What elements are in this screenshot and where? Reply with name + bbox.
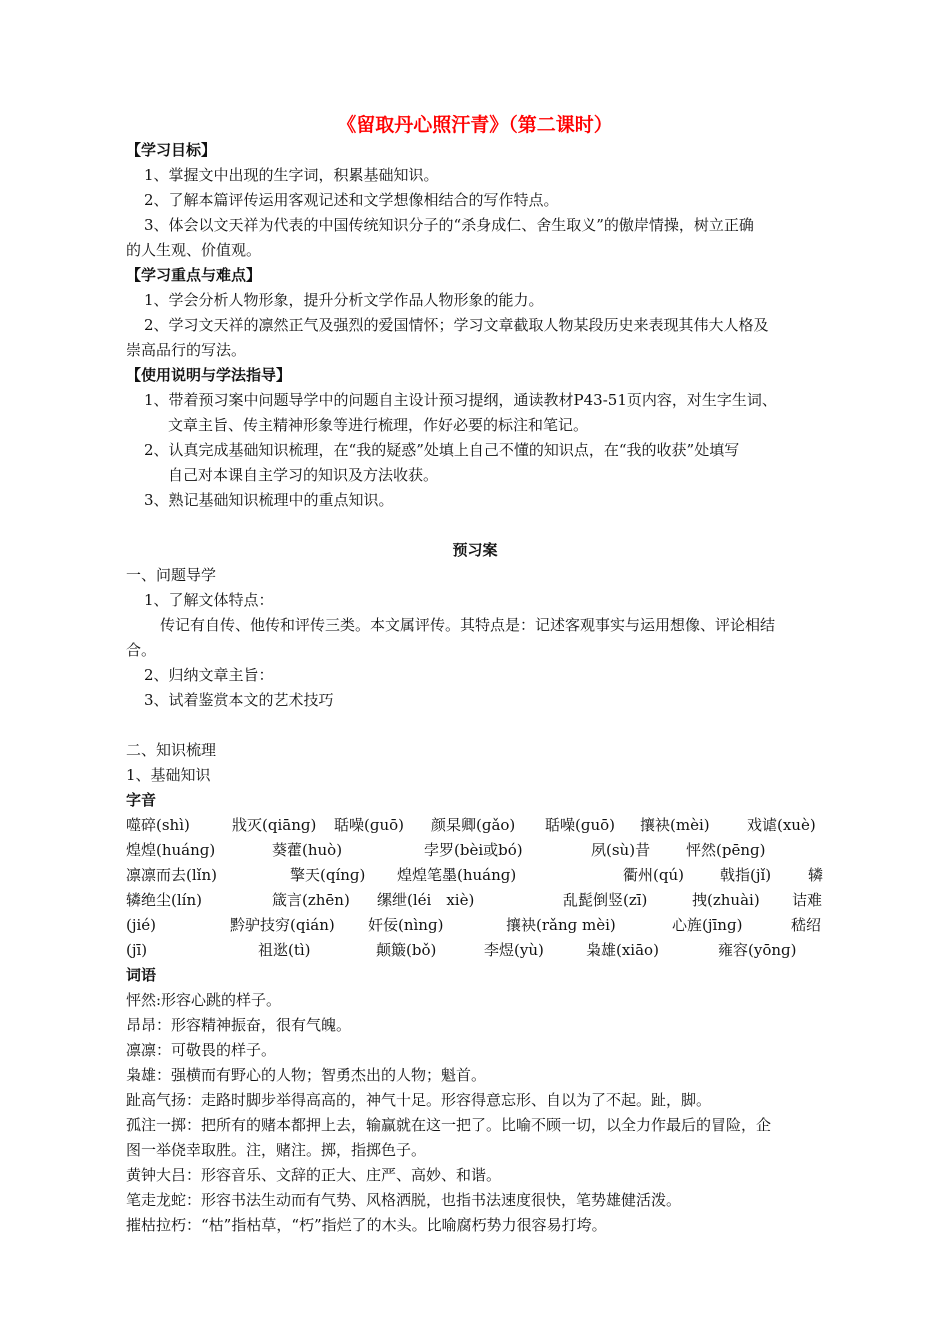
vocabulary-heading: 词语 bbox=[126, 966, 157, 984]
usage-heading: 【使用说明与学法指导】 bbox=[126, 366, 292, 384]
pronunciation-entry: 奸佞(nìnɡ) bbox=[368, 916, 444, 934]
vocabulary-item: 黄钟大吕：形容音乐、文辞的正大、庄严、高妙、和谐。 bbox=[126, 1166, 502, 1184]
pronunciation-entry: 颜杲卿(ɡǎo) bbox=[431, 816, 516, 834]
vocabulary-item: 孤注一掷：把所有的赌本都押上去，输赢就在这一把了。比喻不顾一切，以全力作最后的冒险，企 bbox=[126, 1116, 772, 1134]
pronunciation-entry: 擎天(qínɡ) bbox=[290, 866, 366, 884]
pronunciation-entry: 颠簸(bǒ) bbox=[376, 941, 437, 959]
key-points-item: 2、学习文天祥的凛然正气及强烈的爱国情怀；学习文章截取人物某段历史来表现其伟大人格及 bbox=[144, 316, 769, 334]
vocabulary-item: 枭雄：强横而有野心的人物；智勇杰出的人物；魁首。 bbox=[126, 1066, 487, 1084]
usage-item: 1、带着预习案中问题导学中的问题自主设计预习提纲，通读教材P43-51页内容，对生字生词、 bbox=[144, 391, 777, 409]
pronunciation-entry: 乱髭倒竖(zī) bbox=[563, 891, 648, 909]
pronunciation-entry: 诘难 bbox=[792, 891, 823, 909]
pronunciation-entry: 辚 bbox=[808, 866, 824, 884]
vocabulary-item: 摧枯拉朽：“枯”指枯草，“朽”指烂了的木头。比喻腐朽势力很容易打垮。 bbox=[126, 1216, 607, 1234]
vocabulary-item: 昂昂：形容精神振奋，很有气魄。 bbox=[126, 1016, 352, 1034]
vocabulary-item: 凛凛：可敬畏的样子。 bbox=[126, 1041, 277, 1059]
pronunciation-entry: 戕灭(qiānɡ) bbox=[232, 816, 317, 834]
pronunciation-entry: 噬碎(shì) bbox=[126, 816, 190, 834]
usage-item: 自己对本课自主学习的知识及方法收获。 bbox=[168, 466, 439, 484]
pronunciation-entry: 箴言(zhēn) bbox=[272, 891, 350, 909]
usage-item: 2、认真完成基础知识梳理，在“我的疑惑”处填上自己不懂的知识点，在“我的收获”处填写 bbox=[144, 441, 740, 459]
pronunciation-entry: 拽(zhuài) bbox=[692, 891, 760, 909]
pronunciation-entry: 戟指(jǐ) bbox=[720, 866, 772, 884]
pronunciation-entry: 孛罗(bèi或bó) bbox=[424, 841, 523, 859]
pronunciation-entry: 怦然(pēnɡ) bbox=[686, 841, 766, 859]
vocabulary-item: 趾高气扬：走路时脚步举得高高的，神气十足。形容得意忘形、自以为了不起。趾，脚。 bbox=[126, 1091, 712, 1109]
pronunciation-entry: 雍容(yōnɡ) bbox=[718, 941, 797, 959]
section-heading: 二、知识梳理 bbox=[126, 741, 217, 759]
pronunciation-entry: 缧绁(léi xiè) bbox=[377, 891, 475, 909]
key-points-item: 崇高品行的写法。 bbox=[126, 341, 247, 359]
pronunciation-entry: 凛凛而去(lǐn) bbox=[126, 866, 217, 884]
pronunciation-entry: 衢州(qú) bbox=[623, 866, 684, 884]
usage-item: 文章主旨、传主精神形象等进行梳理，作好必要的标注和笔记。 bbox=[168, 416, 589, 434]
pronunciation-entry: 辚绝尘(lín) bbox=[126, 891, 202, 909]
question-item: 1、了解文体特点： bbox=[144, 591, 274, 609]
pronunciation-entry: 李煜(yù) bbox=[484, 941, 544, 959]
key-points-heading: 【学习重点与难点】 bbox=[126, 266, 262, 284]
pronunciation-entry: 祖逖(tì) bbox=[258, 941, 311, 959]
pronunciation-entry: 葵藿(huò) bbox=[272, 841, 343, 859]
paragraph: 合。 bbox=[126, 641, 157, 659]
goals-heading: 【学习目标】 bbox=[126, 141, 217, 159]
vocabulary-item: 怦然:形容心跳的样子。 bbox=[126, 991, 282, 1009]
pronunciation-entry: 嵇绍 bbox=[791, 916, 822, 934]
usage-item: 3、熟记基础知识梳理中的重点知识。 bbox=[144, 491, 394, 509]
pronunciation-entry: 攘袂(mèi) bbox=[640, 816, 710, 834]
preview-heading: 预习案 bbox=[452, 541, 498, 559]
pronunciation-entry: (jī) bbox=[126, 941, 148, 959]
section-heading: 一、问题导学 bbox=[126, 566, 217, 584]
pronunciation-entry: 枭雄(xiāo) bbox=[586, 941, 659, 959]
pronunciation-entry: 聒噪(ɡuō) bbox=[545, 816, 615, 834]
pronunciation-heading: 字音 bbox=[126, 791, 157, 809]
goals-item: 1、掌握文中出现的生字词，积累基础知识。 bbox=[144, 166, 439, 184]
vocabulary-item: 笔走龙蛇：形容书法生动而有气势、风格洒脱，也指书法速度很快，笔势雄健活泼。 bbox=[126, 1191, 682, 1209]
goals-item: 的人生观、价值观。 bbox=[126, 241, 262, 259]
question-item: 2、归纳文章主旨： bbox=[144, 666, 274, 684]
vocabulary-item: 图一举侥幸取胜。注，赌注。掷，指掷色子。 bbox=[126, 1141, 427, 1159]
question-item: 3、试着鉴赏本文的艺术技巧 bbox=[144, 691, 334, 709]
document-title: 《留取丹心照汗青》（第二课时） bbox=[337, 114, 613, 136]
pronunciation-entry: 夙(sù)昔 bbox=[591, 841, 651, 859]
pronunciation-entry: 心旌(jīnɡ) bbox=[672, 916, 743, 934]
goals-item: 3、体会以文天祥为代表的中国传统知识分子的“杀身成仁、舍生取义”的傲岸情操，树立正确 bbox=[144, 216, 754, 234]
goals-item: 2、了解本篇评传运用客观记述和文学想像相结合的写作特点。 bbox=[144, 191, 559, 209]
pronunciation-entry: 攘袂(rǎnɡ mèi) bbox=[506, 916, 616, 934]
pronunciation-entry: 黔驴技穷(qián) bbox=[230, 916, 335, 934]
pronunciation-entry: (jié) bbox=[126, 916, 157, 934]
paragraph: 传记有自传、他传和评传三类。本文属评传。其特点是：记述客观事实与运用想像、评论相结 bbox=[160, 616, 776, 634]
pronunciation-entry: 戏谑(xuè) bbox=[747, 816, 816, 834]
key-points-item: 1、学会分析人物形象，提升分析文学作品人物形象的能力。 bbox=[144, 291, 544, 309]
subsection-heading: 1、基础知识 bbox=[126, 766, 211, 784]
pronunciation-entry: 聒噪(ɡuō) bbox=[334, 816, 404, 834]
pronunciation-entry: 煌煌笔墨(huánɡ) bbox=[397, 866, 517, 884]
pronunciation-entry: 煌煌(huánɡ) bbox=[126, 841, 216, 859]
